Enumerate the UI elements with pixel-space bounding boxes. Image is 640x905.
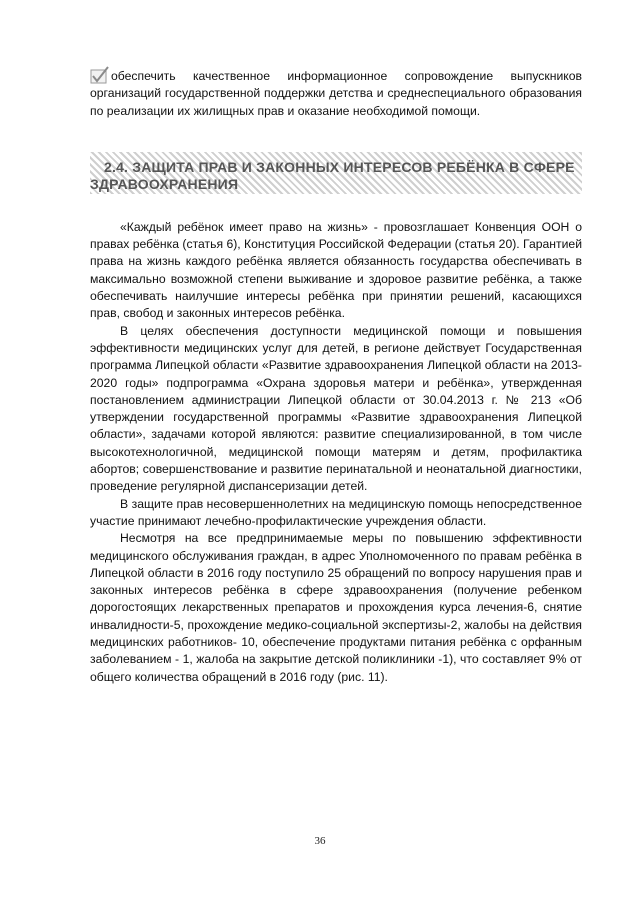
page-content	[90, 66, 582, 686]
checkmark-icon	[90, 66, 110, 84]
intro-paragraph	[90, 66, 582, 120]
page-number: 36	[314, 835, 326, 847]
section-heading: 2.4. ЗАЩИТА ПРАВ И ЗАКОННЫХ ИНТЕРЕСОВ РЕБЁНКА В СФЕРЕ ЗДРАВООХРАНЕНИЯ	[90, 158, 575, 192]
paragraph: В защите прав несовершеннолетних на медицинскую помощь непосредственное участие принимают лечебно-профилактические учреждения области.	[90, 496, 582, 528]
section-heading-block	[90, 154, 582, 197]
intro-text: обеспечить качественное информационное сопровождение выпускников организаций государственной поддержки детства и среднеспециального образования по реализации их жилищных прав и оказание необходимой помощи.	[90, 69, 582, 118]
paragraph: В целях обеспечения доступности медицинской помощи и повышения эффективности медицинских услуг для детей, в регионе действует Государственная программа Липецкой области «Развитие здравоохранения Липецкой области на 2013-2020 годы» подпрограмма «Охрана здоровья матери и ребёнка», утвержденная постановлением администрации Липецкой области от 30.04.2013 г. № 213 «Об утверждении государственной программы «Развитие здравоохранения Липецкой области», задачами которой являются: развитие специализированной, в том числе высокотехнологичной, медицинской помощи матерям и детям, профилактика абортов; совершенствование и развитие перинатальной и неонатальной диагностики, проведение регулярной диспансеризации детей.	[90, 323, 582, 494]
paragraph: «Каждый ребёнок имеет право на жизнь» - провозглашает Конвенция ООН о правах ребёнка (статья 6), Конституция Российской Федерации (статья 20). Гарантией права на жизнь каждого ребёнка является обязанность государства обеспечивать в максимально возможной степени выживание и здоровое развитие ребёнка, а также обеспечивать наилучшие интересы ребёнка при принятии решений, касающихся прав, свобод и законных интересов ребёнка.	[90, 219, 583, 321]
paragraph: Несмотря на все предпринимаемые меры по повышению эффективности медицинского обслуживания граждан, в адрес Уполномоченного по правам ребёнка в Липецкой области в 2016 году поступило 25 обращений по вопросу нарушения прав и законных интересов ребёнка в сфере здравоохранения (получение ребенком дорогостоящих лекарственных препаратов и прохождения курса лечения-6, снятие инвалидности-5, прохождение медико-социальной экспертизы-2, жалобы на действия медицинских работников- 10, обеспечение продуктами питания ребёнка с орфанным заболеванием - 1, жалоба на закрытие детской поликлиники -1), что составляет 9% от общего количества обращений в 2016 году (рис. 11).	[90, 531, 582, 684]
